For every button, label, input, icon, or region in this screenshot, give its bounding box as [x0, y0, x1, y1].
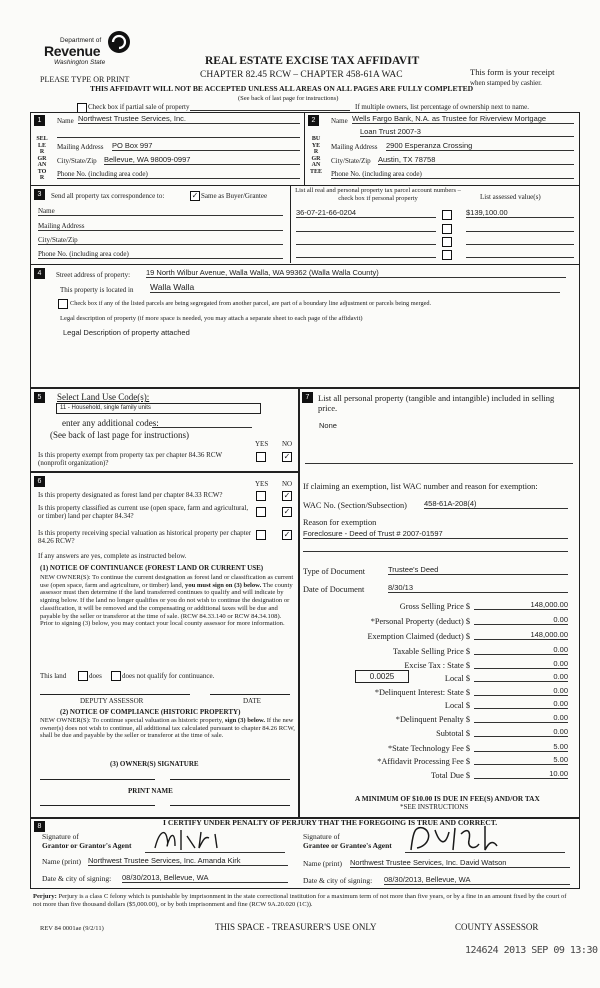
doc-type[interactable]: Trustee's Deed: [388, 565, 568, 575]
calc-label: Taxable Selling Price $: [392, 647, 470, 656]
compliance-title: (2) NOTICE OF COMPLIANCE (HISTORIC PROPERTY): [60, 708, 241, 716]
does-not-label: does not qualify for continuance.: [122, 672, 215, 680]
parcel-line-3: [296, 244, 436, 245]
calc-label: Gross Selling Price $: [399, 602, 470, 611]
parcel-number[interactable]: 36-07-21-66-0204: [296, 208, 436, 218]
this-land-label: This land: [40, 672, 67, 680]
compliance-text-a: NEW OWNER(S): To continue special valuation as historic property,: [40, 717, 224, 724]
grantor-name-label: Name (print): [42, 857, 81, 866]
compliance-text-c: If the new owner(s) does not wish to continue, all additional tax calculated pursuant to chapter 84.26 RCW, shall be due and payable by the seller or transferor at the time of sale.: [40, 717, 295, 740]
personal-property-checkbox-2[interactable]: [442, 224, 452, 234]
corr-name-label[interactable]: Name: [38, 207, 283, 216]
grantor-sig-label-2: Grantor or Grantor's Agent: [42, 841, 132, 850]
segregated-label: Check box if any of the listed parcels are being segregated from another parcel, are part of a boundary line adjustment or parcels being merged.: [70, 300, 432, 307]
calc-label: *Affidavit Processing Fee $: [377, 757, 470, 766]
additional-codes: enter any additional codes:: [62, 418, 159, 428]
continuance-text: [40, 574, 295, 628]
print-name-line-2: [170, 805, 290, 806]
minimum-due: A MINIMUM OF $10.00 IS DUE IN FEE(S) AND/OR TAX: [355, 794, 540, 803]
exemption-label: If claiming an exemption, list WAC number and reason for exemption:: [303, 482, 538, 491]
exemption-reason[interactable]: Foreclosure - Deed of Trust # 2007-01597: [303, 529, 568, 539]
partial-sale-line: [190, 110, 350, 111]
see-instructions: *SEE INSTRUCTIONS: [400, 803, 469, 811]
receipt-note-2: when stamped by cashier.: [470, 79, 542, 87]
section-3-divider: [290, 185, 291, 263]
seller-name-label: Name: [57, 117, 74, 125]
grantee-date-label: Date & city of signing:: [303, 876, 373, 885]
buyer-name-label: Name: [331, 117, 348, 125]
s6-yes-header: YES: [255, 480, 269, 488]
owner-signature-label: (3) OWNER(S) SIGNATURE: [110, 760, 199, 768]
street-label: Street address of property:: [56, 271, 131, 279]
perjury-label: Perjury:: [33, 893, 57, 900]
calc-label: Exemption Claimed (deduct) $: [367, 632, 470, 641]
seller-name-line-2: [57, 137, 300, 138]
same-as-buyer-label: Same as Buyer/Grantee: [201, 192, 268, 200]
compliance-text: [40, 717, 295, 740]
county-assessor: COUNTY ASSESSOR: [455, 922, 539, 932]
exempt-yes-checkbox[interactable]: [256, 452, 266, 462]
buyer-phone-label[interactable]: Phone No. (including area code): [331, 170, 574, 179]
calc-label: *Personal Property (deduct) $: [370, 617, 470, 626]
additional-codes-line: [152, 427, 252, 428]
assessed-line-3: [466, 244, 574, 245]
section-1-number: 1: [34, 115, 45, 126]
buyer-name-2[interactable]: Loan Trust 2007-3: [360, 127, 574, 137]
current-use-no-checkbox[interactable]: ✓: [283, 507, 291, 516]
grantee-sig-label-1: Signature of: [303, 832, 340, 841]
doc-date-label: Date of Document: [303, 585, 365, 594]
completion-warning: THIS AFFIDAVIT WILL NOT BE ACCEPTED UNLESS ALL AREAS ON ALL PAGES ARE FULLY COMPLETED: [90, 84, 474, 93]
assessed-line-4: [466, 257, 574, 258]
personal-property-checkbox-4[interactable]: [442, 250, 452, 260]
assessed-header: List assessed value(s): [480, 193, 541, 201]
perjury-notice: [33, 893, 573, 909]
calc-label: *State Technology Fee $: [388, 744, 470, 753]
grantor-name[interactable]: Northwest Trustee Services, Inc. Amanda Kirk: [88, 856, 288, 866]
correspondence-label: Send all property tax correspondence to:: [51, 192, 165, 200]
current-use-question: Is this property classified as current use (open space, farm and agricultural, or timber) land per chapter 84.34?: [38, 504, 249, 520]
section-2-number: 2: [308, 115, 319, 126]
does-label: does: [89, 672, 102, 680]
corr-phone-label[interactable]: Phone No. (including area code): [38, 250, 283, 259]
wac-number[interactable]: 458-61A-208(4): [424, 499, 568, 509]
grantee-signature[interactable]: [405, 822, 565, 853]
calc-value[interactable]: 148,000.00: [474, 630, 568, 640]
section-7-number: 7: [302, 392, 313, 403]
s5-no-header: NO: [282, 440, 293, 448]
calc-value[interactable]: 0.00: [474, 645, 568, 655]
section-5-see-back: (See back of last page for instructions): [50, 430, 189, 440]
calc-value[interactable]: 5.00: [474, 755, 568, 765]
grantee-name-label: Name (print): [303, 859, 342, 868]
treasurer-space: THIS SPACE - TREASURER'S USE ONLY: [215, 922, 377, 932]
grantee-signature-scribble-icon: [405, 822, 565, 852]
calc-value[interactable]: 0.00: [474, 713, 568, 723]
buyer-city-label: City/State/Zip: [331, 157, 371, 165]
calc-label: Total Due $: [430, 771, 470, 780]
doc-date[interactable]: 8/30/13: [388, 583, 568, 593]
street-address[interactable]: 19 North Wilbur Avenue, Walla Walla, WA 99362 (Walla Walla County): [146, 268, 566, 278]
calc-value[interactable]: 0.00: [474, 615, 568, 625]
partial-sale-label: Check box if partial sale of property: [88, 103, 190, 111]
seller-phone-label[interactable]: Phone No. (including area code): [57, 170, 300, 179]
calc-value[interactable]: 5.00: [474, 742, 568, 752]
seller-mailing-label: Mailing Address: [57, 143, 104, 151]
deputy-date: DATE: [243, 697, 261, 705]
dept-line: Department of: [60, 37, 102, 44]
reason-line-2: [303, 551, 568, 552]
calc-label: Subtotal $: [436, 729, 470, 738]
s5-yes-header: YES: [255, 440, 269, 448]
seller-mailing[interactable]: PO Box 997: [112, 141, 300, 151]
parcel-line-2: [296, 231, 436, 232]
historic-no-checkbox[interactable]: ✓: [283, 530, 291, 539]
personal-property-checkbox-1[interactable]: [442, 210, 452, 220]
type-or-print: PLEASE TYPE OR PRINT: [40, 75, 130, 84]
located-in[interactable]: Walla Walla: [150, 283, 560, 293]
calc-value[interactable]: 148,000.00: [474, 600, 568, 610]
multiple-owners-note: If multiple owners, list percentage of ownership next to name.: [355, 103, 529, 111]
section-6-number: 6: [34, 476, 45, 487]
segregated-checkbox[interactable]: [58, 299, 68, 309]
doc-type-label: Type of Document: [303, 567, 366, 576]
grantee-sig-label-2: Grantee or Grantee's Agent: [303, 841, 392, 850]
s6-no-header: NO: [282, 480, 293, 488]
calc-value[interactable]: 0.00: [474, 727, 568, 737]
calc-label: *Delinquent Interest: State $: [374, 688, 470, 697]
calc-value[interactable]: 0.00: [474, 659, 568, 669]
land-use-label: Select Land Use Code(s):: [57, 392, 150, 402]
see-back-header: (See back of last page for instructions): [238, 95, 339, 102]
section-8-number: 8: [34, 821, 45, 832]
calc-value[interactable]: 0.00: [474, 686, 568, 696]
parcel-header: List all real and personal property tax parcel account numbers – check box if personal property: [295, 187, 461, 202]
continuance-text-c: The county assessor must then determine if the land transferred continues to qualify and will indicate by signing below. If the land no longer qualifies or you do not wish to continue the designation or classification, it will be removed and the compensating or additional taxes will be due and payable by the seller or transferor at the time of sale. (RCW 84.33.140 or RCW 84.34.108). Prior to signing (3) below, you may contact your local county assessor for more information.: [40, 581, 293, 628]
calc-label: Excise Tax : State $: [404, 661, 470, 670]
assessed-value[interactable]: $139,100.00: [466, 208, 574, 218]
reason-label: Reason for exemption: [303, 518, 377, 527]
grantee-date[interactable]: 08/30/2013, Bellevue, WA: [384, 875, 570, 885]
owner-sig-line-2: [170, 779, 290, 780]
does-checkbox[interactable]: [78, 671, 88, 681]
grantee-name[interactable]: Northwest Trustee Services, Inc. David Watson: [350, 858, 570, 868]
grantor-date[interactable]: 08/30/2013, Bellevue, WA: [122, 873, 288, 883]
local-rate[interactable]: 0.0025: [355, 670, 409, 683]
date-line: [210, 694, 290, 695]
exempt-no-checkbox[interactable]: ✓: [283, 452, 291, 461]
located-label: This property is located in: [60, 286, 134, 294]
continuance-text-b: you must sign on (3) below.: [185, 581, 262, 589]
state-name: Washington State: [54, 59, 106, 66]
seller-city[interactable]: Bellevue, WA 98009-0997: [104, 155, 300, 165]
assessed-line-2: [466, 231, 574, 232]
seller-name[interactable]: Northwest Trustee Services, Inc.: [78, 114, 300, 124]
receipt-note-1: This form is your receipt: [470, 67, 555, 77]
current-use-yes-checkbox[interactable]: [256, 507, 266, 517]
continuance-title: (1) NOTICE OF CONTINUANCE (FOREST LAND OR CURRENT USE): [40, 564, 264, 572]
calc-label: *Delinquent Penalty $: [395, 715, 470, 724]
section-4-number: 4: [34, 268, 45, 279]
certify-statement: I CERTIFY UNDER PENALTY OF PERJURY THAT THE FOREGOING IS TRUE AND CORRECT.: [163, 818, 498, 827]
section-3-number: 3: [34, 189, 45, 200]
print-name-label: PRINT NAME: [128, 787, 173, 795]
calc-label: Local $: [444, 674, 470, 683]
land-use-code[interactable]: 11 - Household, single family units: [56, 403, 261, 414]
seller-city-label: City/State/Zip: [57, 157, 97, 165]
seller-side-label: SELLER GRANTOR: [36, 136, 48, 181]
grantor-signature[interactable]: [145, 826, 285, 853]
forest-yes-checkbox[interactable]: [256, 491, 266, 501]
compliance-text-b: sign (3) below.: [224, 717, 266, 724]
historic-question: Is this property receiving special valuation as historical property per chapter 84.26 RCW?: [38, 529, 252, 545]
buyer-mailing[interactable]: 2900 Esperanza Crossing: [386, 141, 574, 151]
grantor-sig-label-1: Signature of: [42, 832, 79, 841]
wac-label: WAC No. (Section/Subsection): [303, 501, 407, 510]
does-not-checkbox[interactable]: [111, 671, 121, 681]
buyer-side-label: BUYER GRANTEE: [310, 136, 323, 175]
forest-question: Is this property designated as forest land per chapter 84.33 RCW?: [38, 491, 223, 499]
form-title: REAL ESTATE EXCISE TAX AFFIDAVIT: [205, 55, 420, 67]
buyer-city[interactable]: Austin, TX 78758: [378, 155, 574, 165]
buyer-name[interactable]: Wells Fargo Bank, N.A. as Trustee for Riverview Mortgage: [352, 114, 574, 124]
deputy-assessor: DEPUTY ASSESSOR: [80, 697, 144, 705]
personal-line: [305, 463, 573, 464]
print-name-line-1: [40, 805, 155, 806]
section-1-2-divider: [304, 112, 305, 185]
personal-property[interactable]: None: [319, 421, 337, 430]
forest-no-checkbox[interactable]: ✓: [283, 491, 291, 500]
legal-description[interactable]: Legal Description of property attached: [63, 328, 190, 337]
dor-logo: [42, 28, 132, 68]
section-5-number: 5: [34, 392, 45, 403]
calc-label: Local $: [444, 701, 470, 710]
corr-mailing-label[interactable]: Mailing Address: [38, 222, 283, 231]
historic-yes-checkbox[interactable]: [256, 530, 266, 540]
continuance-text-a: NEW OWNER(S): To continue the current designation as forest land or classification as current use (open space, farm and agriculture, or timber) land,: [40, 574, 294, 589]
same-as-buyer-checkbox[interactable]: ✓: [191, 191, 199, 200]
corr-city-label[interactable]: City/State/Zip: [38, 236, 283, 245]
exempt-question: Is this property exempt from property tax per chapter 84.36 RCW (nonprofit organization)?: [38, 451, 222, 467]
calc-value[interactable]: 0.00: [474, 672, 568, 682]
owner-sig-line-1: [40, 779, 155, 780]
grantor-date-label: Date & city of signing:: [42, 874, 112, 883]
grantor-signature-scribble-icon: [145, 826, 285, 852]
agency-name: Revenue: [44, 43, 101, 59]
deputy-line: [40, 694, 190, 695]
form-subtitle: CHAPTER 82.45 RCW – CHAPTER 458-61A WAC: [200, 70, 403, 80]
if-yes-note: If any answers are yes, complete as instructed below.: [38, 552, 187, 560]
parcel-line-4: [296, 257, 436, 258]
perjury-text: Perjury is a class C felony which is punishable by imprisonment in the state correctional institution for a maximum term of not more than five years, or by a fine in an amount fixed by the court of not more than five thousand dollars ($5,000.00), or by both imprisonment and fine (RCW 9A.20.020 (1C)).: [33, 893, 567, 908]
form-revision: REV 84 0001ae (9/2/11): [40, 925, 104, 932]
personal-property-label: List all personal property (tangible and intangible) included in selling price.: [318, 393, 555, 413]
legal-note: Legal description of property (if more space is needed, you may attach a separate sheet to each page of the affidavit): [60, 315, 363, 322]
buyer-mailing-label: Mailing Address: [331, 143, 378, 151]
calc-value[interactable]: 10.00: [474, 769, 568, 779]
receipt-stamp: 124624 2013 SEP 09 13:30: [465, 945, 598, 956]
calc-value[interactable]: 0.00: [474, 699, 568, 709]
personal-property-checkbox-3[interactable]: [442, 237, 452, 247]
